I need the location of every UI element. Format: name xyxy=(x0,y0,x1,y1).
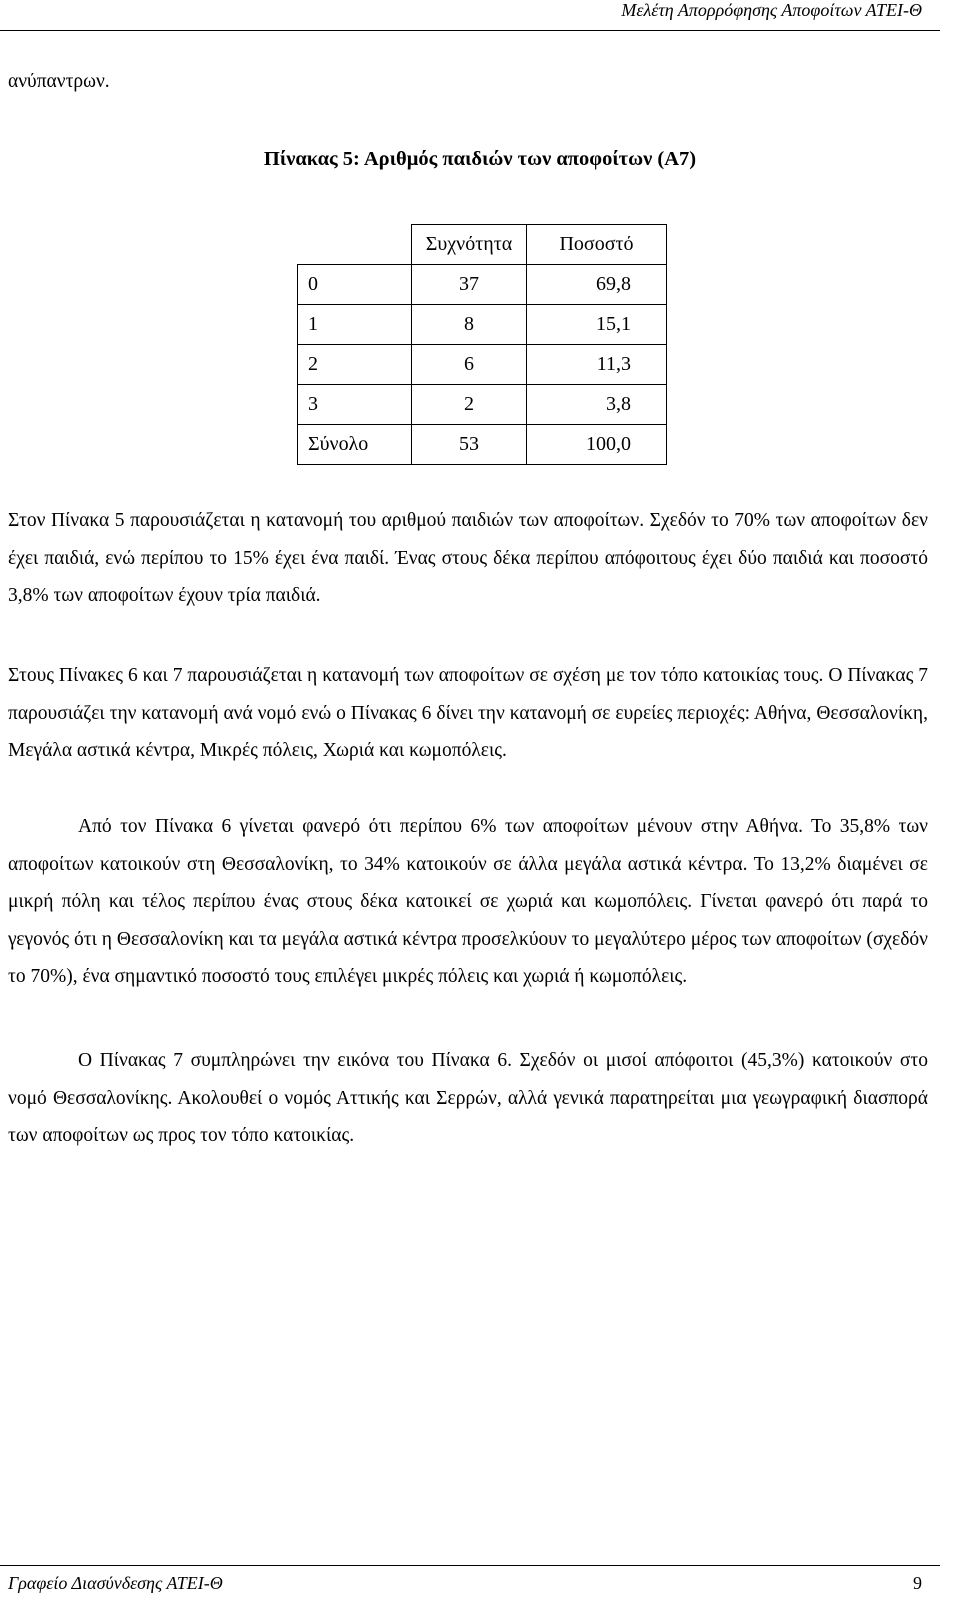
table-row xyxy=(298,385,667,425)
table-row xyxy=(298,305,667,345)
paragraph-table7-analysis: Ο Πίνακας 7 συμπληρώνει την εικόνα του Πίνακα 6. Σχεδόν οι μισοί απόφοιτοι (45,3%) κατοικούν στο νομό Θεσσαλονίκης. Ακολουθεί ο νομός Αττικής και Σερρών, αλλά γενικά παρατηρείται μια γεωγραφική διασπορά των αποφοίτων ως προς τον τόπο κατοικίας. xyxy=(8,1050,928,1146)
table-header-row xyxy=(298,225,667,265)
table-total-row xyxy=(298,425,667,465)
header-cell-empty xyxy=(298,225,412,265)
row-frequency: 6 xyxy=(412,345,527,385)
row-percent: 3,8 xyxy=(527,385,667,425)
running-header: Μελέτη Απορρόφησης Αποφοίτων ΑΤΕΙ-Θ xyxy=(621,0,922,20)
frequency-table xyxy=(297,224,667,465)
row-frequency: 37 xyxy=(412,265,527,305)
running-footer: Γραφείο Διασύνδεσης ΑΤΕΙ-Θ xyxy=(8,1573,223,1593)
row-label: Σύνολο xyxy=(298,425,412,465)
header-rule xyxy=(0,30,940,31)
paragraph-table6-analysis: Από τον Πίνακα 6 γίνεται φανερό ότι περίπου 6% των αποφοίτων μένουν στην Αθήνα. Το 35,8% των αποφοίτων κατοικούν στη Θεσσαλονίκη, το 34% κατοικούν σε άλλα μεγάλα αστικά κέντρα. Το 13,2% διαμένει σε μικρή πόλη και τέλος περίπου ένας στους δέκα κατοικεί σε χωριά και κωμοπόλεις. Γίνεται φανερό ότι παρά το γεγονός ότι η Θεσσαλονίκη και τα μεγάλα αστικά κέντρα προσελκύουν το μεγαλύτερο μέρος των αποφοίτων (σχεδόν το 70%), ένα σημαντικό ποσοστό τους επιλέγει μικρές πόλεις και χωριά ή κωμοπόλεις. xyxy=(8,816,928,987)
table-title: Πίνακας 5: Αριθμός παιδιών των αποφοίτων (Α7) xyxy=(263,148,697,170)
header-cell-frequency: Συχνότητα xyxy=(412,225,527,265)
header-cell-percent: Ποσοστό xyxy=(527,225,667,265)
table-row xyxy=(298,345,667,385)
row-label: 0 xyxy=(298,265,412,305)
paragraph-table5-description: Στον Πίνακα 5 παρουσιάζεται η κατανομή του αριθμού παιδιών των αποφοίτων. Σχεδόν το 70% των αποφοίτων δεν έχει παιδιά, ενώ περίπου το 15% έχει ένα παιδί. Ένας στους δέκα περίπου απόφοιτους έχει δύο παιδιά και ποσοστό 3,8% των αποφοίτων έχουν τρία παιδιά. xyxy=(8,510,928,606)
page-number: 9 xyxy=(913,1573,922,1593)
row-percent: 69,8 xyxy=(527,265,667,305)
row-label: 2 xyxy=(298,345,412,385)
paragraph-tables6-7-intro: Στους Πίνακες 6 και 7 παρουσιάζεται η κατανομή των αποφοίτων σε σχέση με τον τόπο κατοικίας τους. Ο Πίνακας 7 παρουσιάζει την κατανομή ανά νομό ενώ ο Πίνακας 6 δίνει την κατανομή σε ευρείες περιοχές: Αθήνα, Θεσσαλονίκη, Μεγάλα αστικά κέντρα, Μικρές πόλεις, Χωριά και κωμοπόλεις. xyxy=(8,665,928,761)
row-frequency: 8 xyxy=(412,305,527,345)
row-percent: 15,1 xyxy=(527,305,667,345)
intro-fragment: ανύπαντρων. xyxy=(8,71,110,92)
row-frequency: 2 xyxy=(412,385,527,425)
row-frequency: 53 xyxy=(412,425,527,465)
row-percent: 100,0 xyxy=(527,425,667,465)
table-row xyxy=(298,265,667,305)
row-percent: 11,3 xyxy=(527,345,667,385)
row-label: 1 xyxy=(298,305,412,345)
row-label: 3 xyxy=(298,385,412,425)
footer-rule xyxy=(0,1565,940,1566)
